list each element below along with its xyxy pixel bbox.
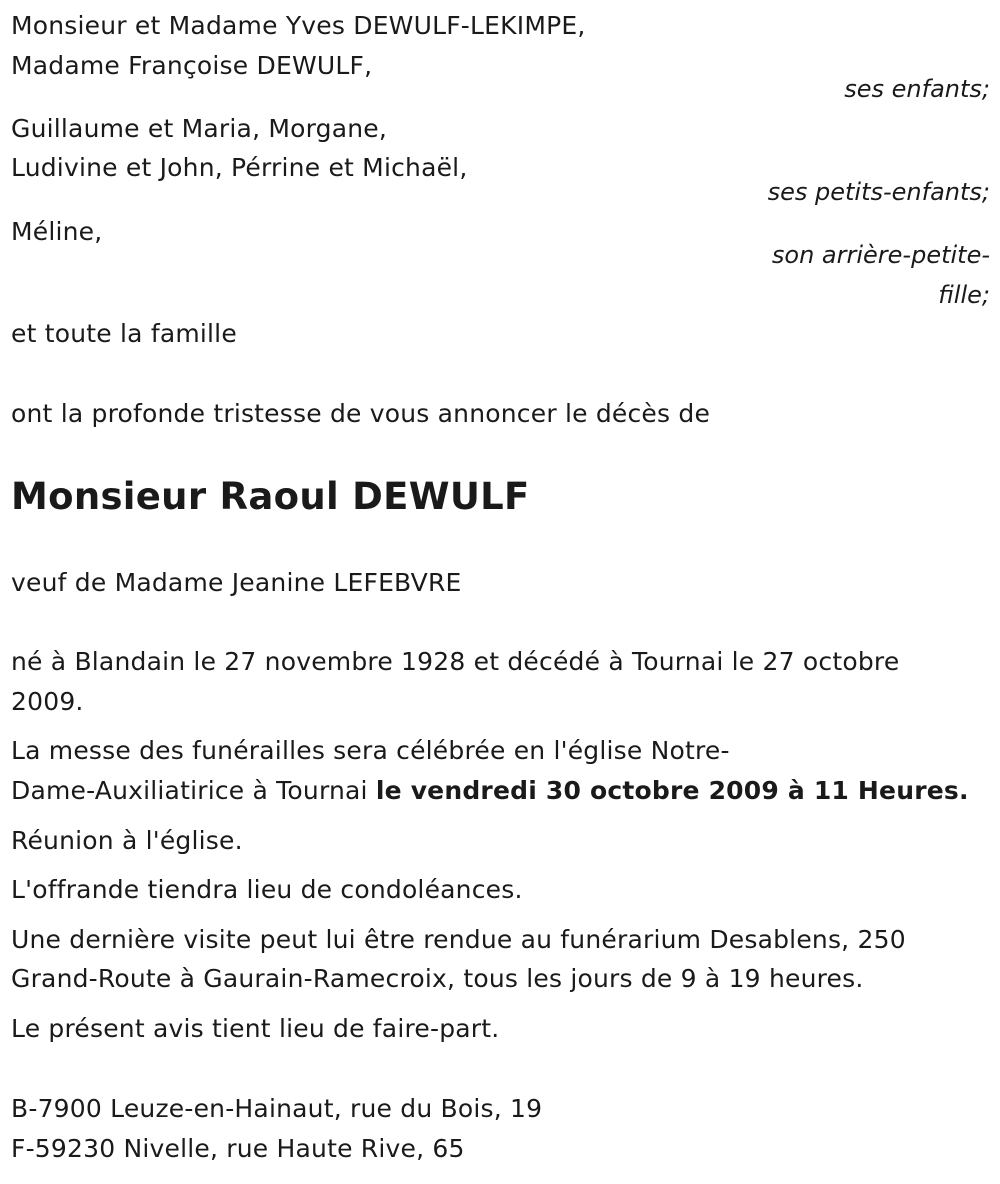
great-grandchild-role-line-2: fille; — [938, 281, 990, 309]
great-grandchild: Méline, — [11, 217, 103, 246]
visit-line-1: Une dernière visite peut lui être rendue au funérarium Desablens, 250 — [11, 925, 906, 954]
announcement-intro: ont la profonde tristesse de vous annoncer le décès de — [11, 399, 711, 428]
children-role: ses enfants; — [844, 75, 990, 103]
grandchildren-line-1: Guillaume et Maria, Morgane, — [11, 114, 388, 143]
widower-of: veuf de Madame Jeanine LEFEBVRE — [11, 568, 462, 597]
visit-line-2: Grand-Route à Gaurain-Ramecroix, tous les jours de 9 à 19 heures. — [11, 964, 864, 993]
grandchildren-line-2: Ludivine et John, Pérrine et Michaël, — [11, 153, 468, 182]
mass-location: Dame-Auxiliatirice à Tournai — [11, 776, 376, 805]
birth-death-line-1: né à Blandain le 27 novembre 1928 et décédé à Tournai le 27 octobre — [11, 647, 900, 676]
grandchildren-role: ses petits-enfants; — [767, 178, 990, 206]
address-1: B-7900 Leuze-en-Hainaut, rue du Bois, 19 — [11, 1094, 543, 1123]
address-2: F-59230 Nivelle, rue Haute Rive, 65 — [11, 1134, 465, 1163]
children-line-1: Monsieur et Madame Yves DEWULF-LEKIMPE, — [11, 11, 586, 40]
children-line-2: Madame Françoise DEWULF, — [11, 51, 373, 80]
mass-datetime: le vendredi 30 octobre 2009 à 11 Heures. — [375, 776, 969, 805]
great-grandchild-role-line-1: son arrière-petite- — [771, 241, 990, 269]
birth-death-line-2: 2009. — [11, 687, 84, 716]
offering-note: L'offrande tiendra lieu de condoléances. — [11, 875, 523, 904]
notice-statement: Le présent avis tient lieu de faire-part. — [11, 1014, 500, 1043]
mass-line-2 — [11, 771, 969, 811]
rest-of-family: et toute la famille — [11, 319, 237, 348]
mass-line-1: La messe des funérailles sera célébrée en l'église Notre- — [11, 736, 730, 765]
deceased-name: Monsieur Raoul DEWULF — [11, 475, 530, 518]
meeting-place: Réunion à l'église. — [11, 826, 243, 855]
